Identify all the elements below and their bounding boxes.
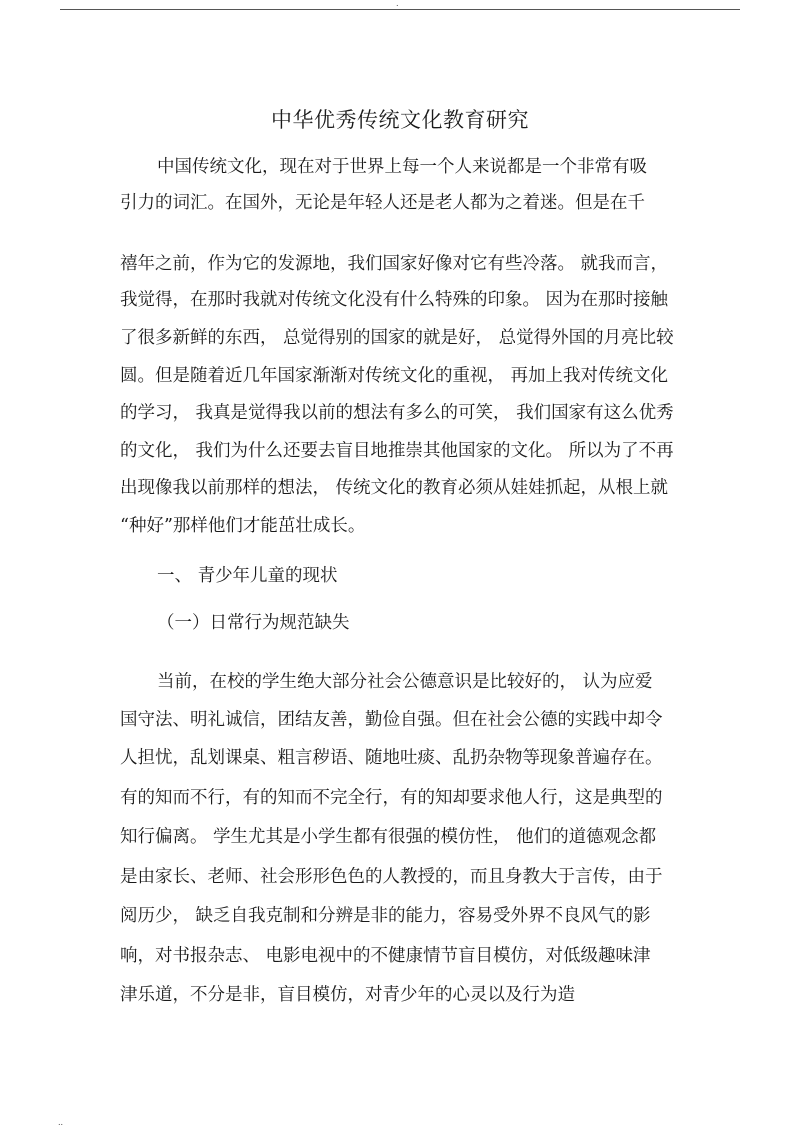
body-line: 当前，在校的学生绝大部分社会公德意识是比较好的， 认为应爱: [157, 672, 653, 692]
body-line: 知行偏离。 学生尤其是小学生都有很强的模仿性， 他们的道德观念都: [120, 827, 657, 847]
header-rule: [60, 9, 740, 10]
section-heading: 一、 青少年儿童的现状: [157, 566, 338, 586]
body-line: 响，对书报杂志、 电影电视中的不健康情节盲目模仿，对低级趣味津: [120, 946, 651, 966]
intro-line: “种好”那样他们才能茁壮成长。: [120, 516, 366, 536]
body-line: 阅历少， 缺乏自我克制和分辨是非的能力，容易受外界不良风气的影: [120, 906, 651, 926]
intro-line: 我觉得，在那时我就对传统文化没有什么特殊的印象。 因为在那时接触: [120, 290, 669, 310]
intro-line: 的文化， 我们为什么还要去盲目地推崇其他国家的文化。 所以为了不再: [120, 441, 674, 461]
intro-line: 圆。但是随着近几年国家渐渐对传统文化的重视， 再加上我对传统文化: [120, 366, 669, 386]
subsection-heading: （一）日常行为规范缺失: [157, 613, 350, 633]
intro-line: 中国传统文化，现在对于世界上每一个人来说都是一个非常有吸: [157, 157, 647, 177]
document-title: 中华优秀传统文化教育研究: [271, 108, 529, 132]
intro-line: 引力的词汇。在国外，无论是年轻人还是老人都为之着迷。但是在千: [120, 193, 645, 213]
header-mark: .: [396, 0, 399, 8]
intro-line: 的学习， 我真是觉得我以前的想法有多么的可笑， 我们国家有这么优秀: [120, 403, 674, 423]
body-line: 人担忧，乱划课桌、粗言秽语、随地吐痰、乱扔杂物等现象普遍存在。: [120, 748, 663, 768]
body-line: 津乐道，不分是非，盲目模仿，对青少年的心灵以及行为造: [120, 985, 575, 1005]
body-line: 是由家长、老师、社会形形色色的人教授的，而且身教大于言传，由于: [120, 867, 663, 887]
footer-mark: ..: [58, 1118, 64, 1127]
intro-line: 了很多新鲜的东西， 总觉得别的国家的就是好， 总觉得外国的月亮比较: [120, 328, 674, 348]
intro-line: 出现像我以前那样的想法， 传统文化的教育必须从娃娃抓起，从根上就: [120, 478, 669, 498]
body-line: 有的知而不行，有的知而不完全行，有的知却要求他人行，这是典型的: [120, 788, 663, 808]
body-line: 国守法、明礼诚信，团结友善，勤俭自强。但在社会公德的实践中却令: [120, 710, 663, 730]
intro-line: 禧年之前，作为它的发源地，我们国家好像对它有些冷落。 就我而言，: [120, 254, 669, 274]
